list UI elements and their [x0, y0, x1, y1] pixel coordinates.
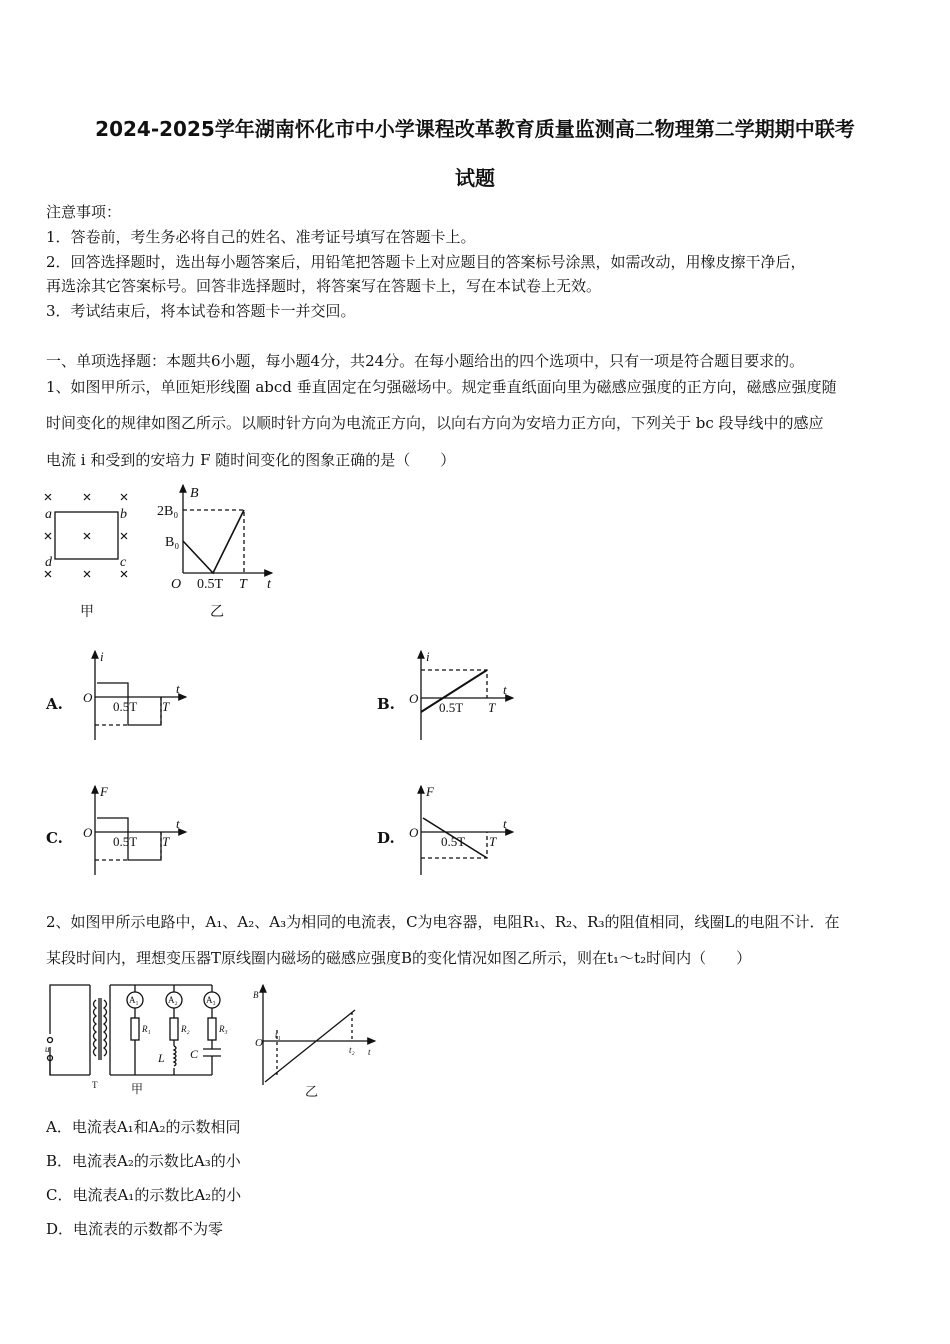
notice-item: 1．答卷前，考生务必将自己的姓名、准考证号填写在答题卡上。 — [46, 228, 476, 246]
tick-label: 0.5T — [113, 699, 138, 714]
tick-label: B₀ — [165, 535, 180, 550]
tick-label: T — [162, 834, 170, 849]
notice-item: 再选涂其它答案标号。回答非选择题时，将答案写在答题卡上，写在本试卷上无效。 — [46, 277, 602, 295]
tick-label: 0.5T — [197, 577, 224, 592]
coil-in-field-diagram — [45, 494, 127, 577]
origin-label: O — [83, 690, 93, 705]
question-1-text: 电流 i 和受到的安培力 F 随时间变化的图象正确的是（ ） — [46, 451, 456, 469]
axis-label: t — [503, 682, 507, 697]
origin-label: O — [255, 1037, 263, 1049]
axis-label: t — [176, 816, 180, 831]
transformer-label: T — [92, 1080, 98, 1090]
corner-label: b — [120, 507, 127, 522]
origin-label: O — [409, 691, 419, 706]
axis-label: t — [368, 1047, 371, 1057]
t1-label: t₁ — [275, 1030, 281, 1040]
ammeter-label: A₁ — [129, 995, 139, 1005]
t2-label: t₂ — [349, 1045, 355, 1055]
resistor-label: R₁ — [142, 1024, 151, 1034]
notice-item: 3．考试结束后，将本试卷和答题卡一并交回。 — [46, 302, 356, 320]
q2-option-c[interactable]: C．电流表A₁的示数比A₂的小 — [46, 1186, 242, 1204]
axis-label: B — [253, 990, 259, 1000]
option-d-graph — [421, 786, 513, 875]
resistor-label: R₂ — [181, 1024, 190, 1034]
tick-label: 2B₀ — [157, 504, 179, 519]
corner-label: c — [120, 555, 127, 570]
figure-caption: 乙 — [210, 605, 224, 620]
question-1-text: 时间变化的规律如图乙所示。以顺时针方向为电流正方向，以向右方向为安培力正方向，下列关于 bc 段导线中的感应 — [46, 414, 824, 432]
q1-option-d-label[interactable]: D. — [377, 829, 395, 847]
tick-label: T — [162, 699, 170, 714]
inductor-label: L — [158, 1051, 165, 1065]
axis-label: t — [503, 816, 507, 831]
q1-option-a-label[interactable]: A. — [46, 695, 63, 713]
q2-option-b[interactable]: B．电流表A₂的示数比A₃的小 — [46, 1152, 241, 1170]
ammeter-label: A₃ — [206, 995, 216, 1005]
figure-caption: 甲 — [131, 1082, 144, 1096]
axis-label: t — [267, 577, 271, 592]
capacitor-label: C — [190, 1047, 199, 1061]
source-label: u — [45, 1044, 50, 1054]
option-b-graph — [421, 651, 513, 740]
notice-heading: 注意事项： — [46, 203, 122, 221]
ammeter-label: A₂ — [168, 995, 178, 1005]
axis-label: t — [176, 681, 180, 696]
axis-label: B — [190, 486, 199, 501]
page-title: 2024-2025学年湖南怀化市中小学课程改革教育质量监测高二物理第二学期期中联考 — [95, 117, 855, 141]
axis-label: i — [426, 649, 430, 664]
q1-option-b-label[interactable]: B. — [377, 695, 395, 713]
origin-label: O — [83, 825, 93, 840]
axis-label: F — [100, 784, 108, 799]
page-title-cont: 试题 — [455, 166, 495, 190]
corner-label: d — [45, 555, 52, 570]
q2-option-d[interactable]: D．电流表的示数都不为零 — [46, 1220, 224, 1238]
q2-option-a[interactable]: A．电流表A₁和A₂的示数相同 — [46, 1118, 241, 1136]
notice-item: 2．回答选择题时，选出每小题答案后，用铅笔把答题卡上对应题目的答案标号涂黑，如需改动，用橡皮擦干净后， — [46, 253, 806, 271]
corner-label: a — [45, 507, 52, 522]
question-2-text: 某段时间内，理想变压器T原线圈内磁场的磁感应强度B的变化情况如图乙所示，则在t₁～t₂时间内（ ） — [46, 949, 752, 967]
origin-label: O — [409, 825, 419, 840]
axis-label: F — [426, 784, 434, 799]
question-1-text: 1、如图甲所示，单匝矩形线圈 abcd 垂直固定在匀强磁场中。规定垂直纸面向里为磁感应强度的正方向，磁感应强度随 — [46, 378, 837, 396]
tick-label: 0.5T — [113, 834, 138, 849]
tick-label: T — [489, 834, 497, 849]
tick-label: T — [239, 577, 247, 592]
figure-caption: 甲 — [80, 605, 94, 620]
figure-caption: 乙 — [305, 1084, 319, 1099]
tick-label: T — [488, 700, 496, 715]
tick-label: 0.5T — [439, 700, 464, 715]
axis-label: i — [100, 649, 104, 664]
tick-label: 0.5T — [441, 834, 466, 849]
section-heading: 一、单项选择题：本题共6小题，每小题4分，共24分。在每小题给出的四个选项中，只有一项是符合题目要求的。 — [46, 352, 805, 370]
question-2-text: 2、如图甲所示电路中，A₁、A₂、A₃为相同的电流表，C为电容器，电阻R₁、R₂、R₃的阻值相同，线圈L的电阻不计．在 — [46, 913, 840, 931]
resistor-label: R₃ — [219, 1024, 228, 1034]
option-a-graph — [95, 651, 186, 740]
q1-option-c-label[interactable]: C. — [46, 829, 63, 847]
option-c-graph — [95, 786, 186, 875]
origin-label: O — [171, 577, 182, 592]
